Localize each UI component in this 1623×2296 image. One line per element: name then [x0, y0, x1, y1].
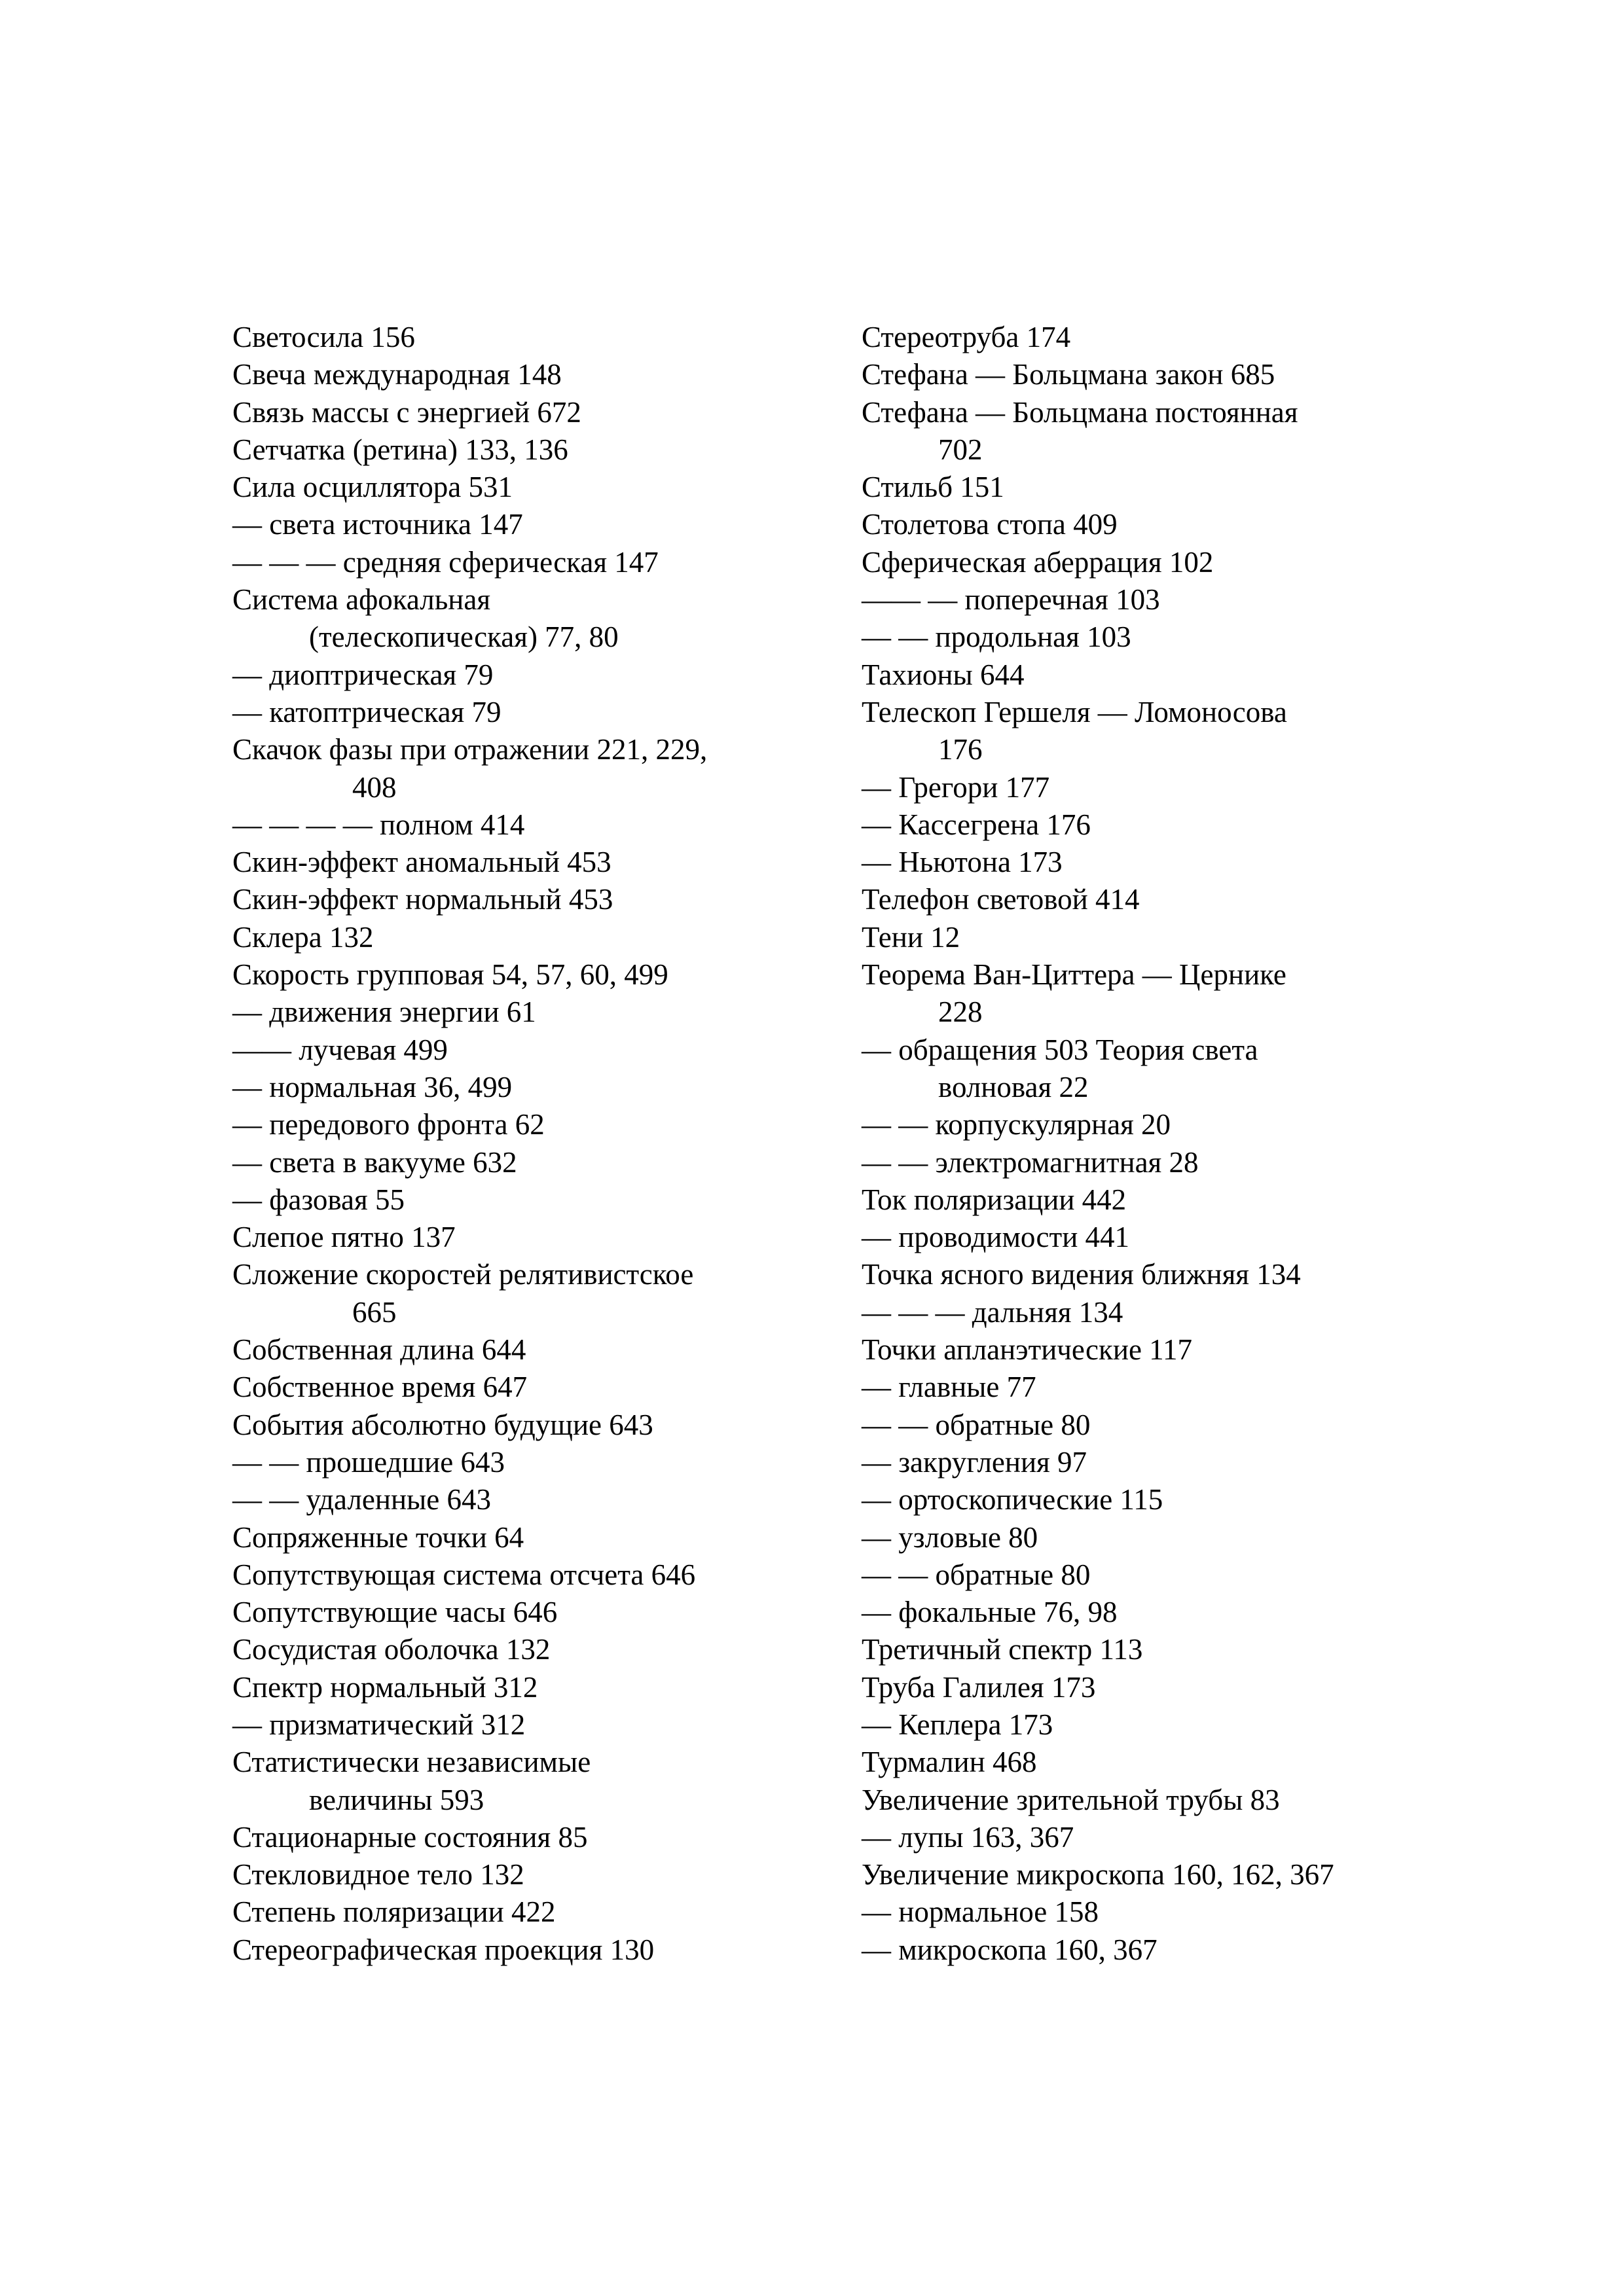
index-entry-text: — движения энергии 61 [232, 996, 536, 1029]
index-entry [232, 431, 854, 469]
index-entry [862, 881, 1451, 918]
index-entry-text: — проводимости 441 [862, 1221, 1130, 1254]
index-entry-text: Сетчатка (ретина) 133, 136 [232, 433, 568, 466]
index-entry-text: Скин-эффект нормальный 453 [232, 883, 613, 916]
index-entry-text: — — удаленные 643 [232, 1483, 491, 1516]
index-entry [232, 1219, 854, 1256]
index-entry-text: Статистически независимые [232, 1746, 591, 1779]
index-entry [862, 619, 1451, 656]
index-entry [232, 994, 854, 1031]
index-entry [862, 1331, 1451, 1369]
index-entry-continuation: 665 [352, 1295, 397, 1329]
index-entry-text: — узловые 80 [862, 1520, 1038, 1554]
index-column-right [862, 319, 1451, 1969]
index-entry [862, 544, 1451, 581]
index-entry-text: —— — поперечная 103 [862, 583, 1160, 617]
index-entry [232, 394, 854, 431]
index-entry-text: — главные 77 [862, 1371, 1036, 1404]
index-entry-text: — Грегори 177 [862, 770, 1050, 804]
index-entry [862, 1444, 1451, 1481]
index-entry-continuation: волновая 22 [938, 1070, 1089, 1103]
index-entry [862, 694, 1451, 769]
index-entry-text: Сила осциллятора 531 [232, 471, 513, 504]
index-entry-continuation: 702 [938, 433, 983, 466]
index-entry-text: Труба Галилея 173 [862, 1670, 1096, 1704]
index-entry [232, 1556, 854, 1594]
index-entry [862, 769, 1451, 806]
index-entry-text: Стефана — Больцмана постоянная [862, 395, 1298, 429]
index-entry [862, 319, 1451, 356]
index-entry [232, 1519, 854, 1556]
index-entry-text: Скорость групповая 54, 57, 60, 499 [232, 958, 668, 992]
index-entry [232, 1331, 854, 1369]
index-entry-continuation: 176 [938, 733, 983, 766]
index-entry-text: Телефон световой 414 [862, 883, 1140, 916]
index-entry [862, 1256, 1451, 1293]
index-entry-text: Стефана — Больцмана закон 685 [862, 358, 1275, 391]
index-entry-text: — света источника 147 [232, 508, 523, 541]
index-entry-text: — передового фронта 62 [232, 1108, 545, 1141]
index-entry-text: — — прошедшие 643 [232, 1445, 505, 1479]
index-entry [232, 1594, 854, 1631]
index-entry [862, 1744, 1451, 1781]
index-entry [232, 1256, 854, 1331]
index-entry [232, 1856, 854, 1893]
index-entry-text: — Кеплера 173 [862, 1708, 1053, 1741]
index-entry [862, 1407, 1451, 1444]
index-entry [862, 1219, 1451, 1256]
index-entry [862, 1481, 1451, 1518]
index-entry [232, 1744, 854, 1819]
index-entry-text: Телескоп Гершеля — Ломоносова [862, 695, 1287, 728]
index-entry [862, 1144, 1451, 1181]
index-entry-text: Турмалин 468 [862, 1746, 1037, 1779]
index-entry [862, 1294, 1451, 1331]
index-entry [862, 1519, 1451, 1556]
index-entry-text: — — продольная 103 [862, 620, 1131, 654]
index-entry-text: Сопряженные точки 64 [232, 1520, 524, 1554]
index-entry-text: События абсолютно будущие 643 [232, 1408, 653, 1441]
index-entry [232, 1931, 854, 1969]
index-entry-text: — микроскопа 160, 367 [862, 1933, 1158, 1966]
index-entry [862, 656, 1451, 694]
index-entry [862, 1106, 1451, 1143]
index-entry [232, 1407, 854, 1444]
index-entry-text: Склера 132 [232, 920, 374, 954]
index-entry-text: Светосила 156 [232, 321, 415, 353]
index-entry [232, 1069, 854, 1106]
index-entry-text: — нормальная 36, 499 [232, 1070, 513, 1103]
index-entry-text: — — электромагнитная 28 [862, 1145, 1199, 1179]
index-entry-text: Система афокальная [232, 583, 491, 617]
index-entry [232, 956, 854, 994]
index-entry-continuation: величины 593 [309, 1783, 484, 1816]
index-entry [862, 1631, 1451, 1668]
index-entry [232, 1444, 854, 1481]
index-entry [232, 319, 854, 356]
index-entry-text: Спектр нормальный 312 [232, 1670, 538, 1704]
index-entry-text: — катоптрическая 79 [232, 695, 501, 728]
index-entry-text: Столетова стопа 409 [862, 508, 1118, 541]
index-entry-text: Стереографическая проекция 130 [232, 1933, 655, 1966]
index-entry-text: — закругления 97 [862, 1445, 1087, 1479]
index-entry [862, 1556, 1451, 1594]
index-entry-continuation: 408 [352, 770, 397, 804]
index-entry [862, 1706, 1451, 1744]
index-entry [232, 1819, 854, 1856]
index-entry-continuation: 228 [938, 996, 983, 1029]
index-entry-text: Точки апланэтические 117 [862, 1333, 1192, 1367]
index-entry [232, 544, 854, 581]
index-entry-text: — нормальное 158 [862, 1895, 1099, 1929]
index-entry-text: Слепое пятно 137 [232, 1221, 456, 1254]
index-entry [862, 356, 1451, 393]
index-entry-text: Сопутствующая система отсчета 646 [232, 1558, 696, 1591]
index-entry-text: Связь массы с энергией 672 [232, 395, 581, 429]
index-entry-text: — — — дальняя 134 [862, 1295, 1123, 1329]
index-entry [232, 919, 854, 956]
index-entry-text: — — — средняя сферическая 147 [232, 545, 659, 579]
index-entry-text: — Ньютона 173 [862, 846, 1063, 879]
index-entry-text: Стереотруба 174 [862, 321, 1071, 353]
index-entry-text: — — корпускулярная 20 [862, 1108, 1171, 1141]
index-entry-text: Теорема Ван-Циттера — Цернике [862, 958, 1286, 992]
index-entry-text: Собственное время 647 [232, 1371, 528, 1404]
index-entry [232, 1181, 854, 1219]
index-entry [862, 1369, 1451, 1406]
index-entry [232, 881, 854, 918]
index-entry [232, 694, 854, 731]
index-entry-text: — фазовая 55 [232, 1183, 405, 1216]
index-entry [232, 1669, 854, 1706]
index-entry-text: Стильб 151 [862, 471, 1004, 504]
index-entry [232, 1631, 854, 1668]
index-entry-text: Сложение скоростей релятивистское [232, 1258, 694, 1291]
index-entry [232, 356, 854, 393]
index-entry [862, 844, 1451, 881]
index-entry-continuation: (телескопическая) 77, 80 [309, 620, 619, 654]
index-entry [232, 1144, 854, 1181]
index-entry [232, 1031, 854, 1069]
index-entry [232, 806, 854, 844]
index-entry-text: — призматический 312 [232, 1708, 526, 1741]
index-entry-text: — света в вакууме 632 [232, 1145, 517, 1179]
index-entry-text: Ток поляризации 442 [862, 1183, 1127, 1216]
index-entry [862, 1819, 1451, 1856]
index-entry [862, 1031, 1451, 1107]
index-entry-text: Тени 12 [862, 920, 960, 954]
index-entry [862, 469, 1451, 506]
index-entry [232, 1706, 854, 1744]
index-entry-text: — Кассегрена 176 [862, 808, 1091, 841]
index-entry [862, 1782, 1451, 1819]
index-entry-text: Сопутствующие часы 646 [232, 1596, 558, 1629]
index-entry [862, 1181, 1451, 1219]
index-entry [862, 506, 1451, 543]
index-column-left [232, 319, 854, 1969]
index-entry-text: Увеличение зрительной трубы 83 [862, 1783, 1280, 1816]
index-entry [862, 581, 1451, 619]
index-entry [232, 581, 854, 656]
index-entry-text: Свеча международная 148 [232, 358, 562, 391]
index-entry [232, 844, 854, 881]
index-entry-text: Точка ясного видения ближняя 134 [862, 1258, 1301, 1291]
index-entry-text: Стационарные состояния 85 [232, 1820, 588, 1854]
index-entry [232, 1106, 854, 1143]
index-entry-text: Скин-эффект аномальный 453 [232, 846, 611, 879]
index-entry-text: —— лучевая 499 [232, 1033, 448, 1066]
index-entry-text: Сферическая аберрация 102 [862, 545, 1214, 579]
index-entry-text: — — — — полном 414 [232, 808, 525, 841]
index-entry-text: — — обратные 80 [862, 1408, 1091, 1441]
index-entry [862, 1893, 1451, 1931]
index-entry [232, 1369, 854, 1406]
index-entry [232, 1481, 854, 1518]
index-entry [232, 656, 854, 694]
index-entry-text: — фокальные 76, 98 [862, 1596, 1118, 1629]
index-entry [232, 506, 854, 543]
index-entry [862, 1669, 1451, 1706]
index-entry-text: Тахионы 644 [862, 658, 1025, 691]
index-entry-text: Сосудистая оболочка 132 [232, 1633, 551, 1666]
index-entry-text: — ортоскопические 115 [862, 1483, 1163, 1516]
index-entry-text: — лупы 163, 367 [862, 1820, 1074, 1854]
index-entry-text: Увеличение микроскопа 160, 162, 367 [862, 1858, 1334, 1892]
index-entry-text: — — обратные 80 [862, 1558, 1091, 1591]
index-entry-text: Собственная длина 644 [232, 1333, 526, 1367]
index-entry [232, 469, 854, 506]
index-entry-text: — диоптрическая 79 [232, 658, 494, 691]
index-entry [232, 731, 854, 806]
index-entry [862, 956, 1451, 1031]
index-entry [862, 806, 1451, 844]
index-entry-text: Скачок фазы при отражении 221, 229, [232, 733, 708, 766]
index-entry [232, 1893, 854, 1931]
index-entry-text: Степень поляризации 422 [232, 1895, 556, 1929]
index-entry [862, 394, 1451, 469]
index-entry [862, 1931, 1451, 1969]
index-entry-text: — обращения 503 Теория света [862, 1033, 1258, 1066]
index-entry [862, 1856, 1451, 1893]
index-entry-text: Третичный спектр 113 [862, 1633, 1143, 1666]
index-entry [862, 1594, 1451, 1631]
index-entry-text: Стекловидное тело 132 [232, 1858, 524, 1892]
index-entry [862, 919, 1451, 956]
